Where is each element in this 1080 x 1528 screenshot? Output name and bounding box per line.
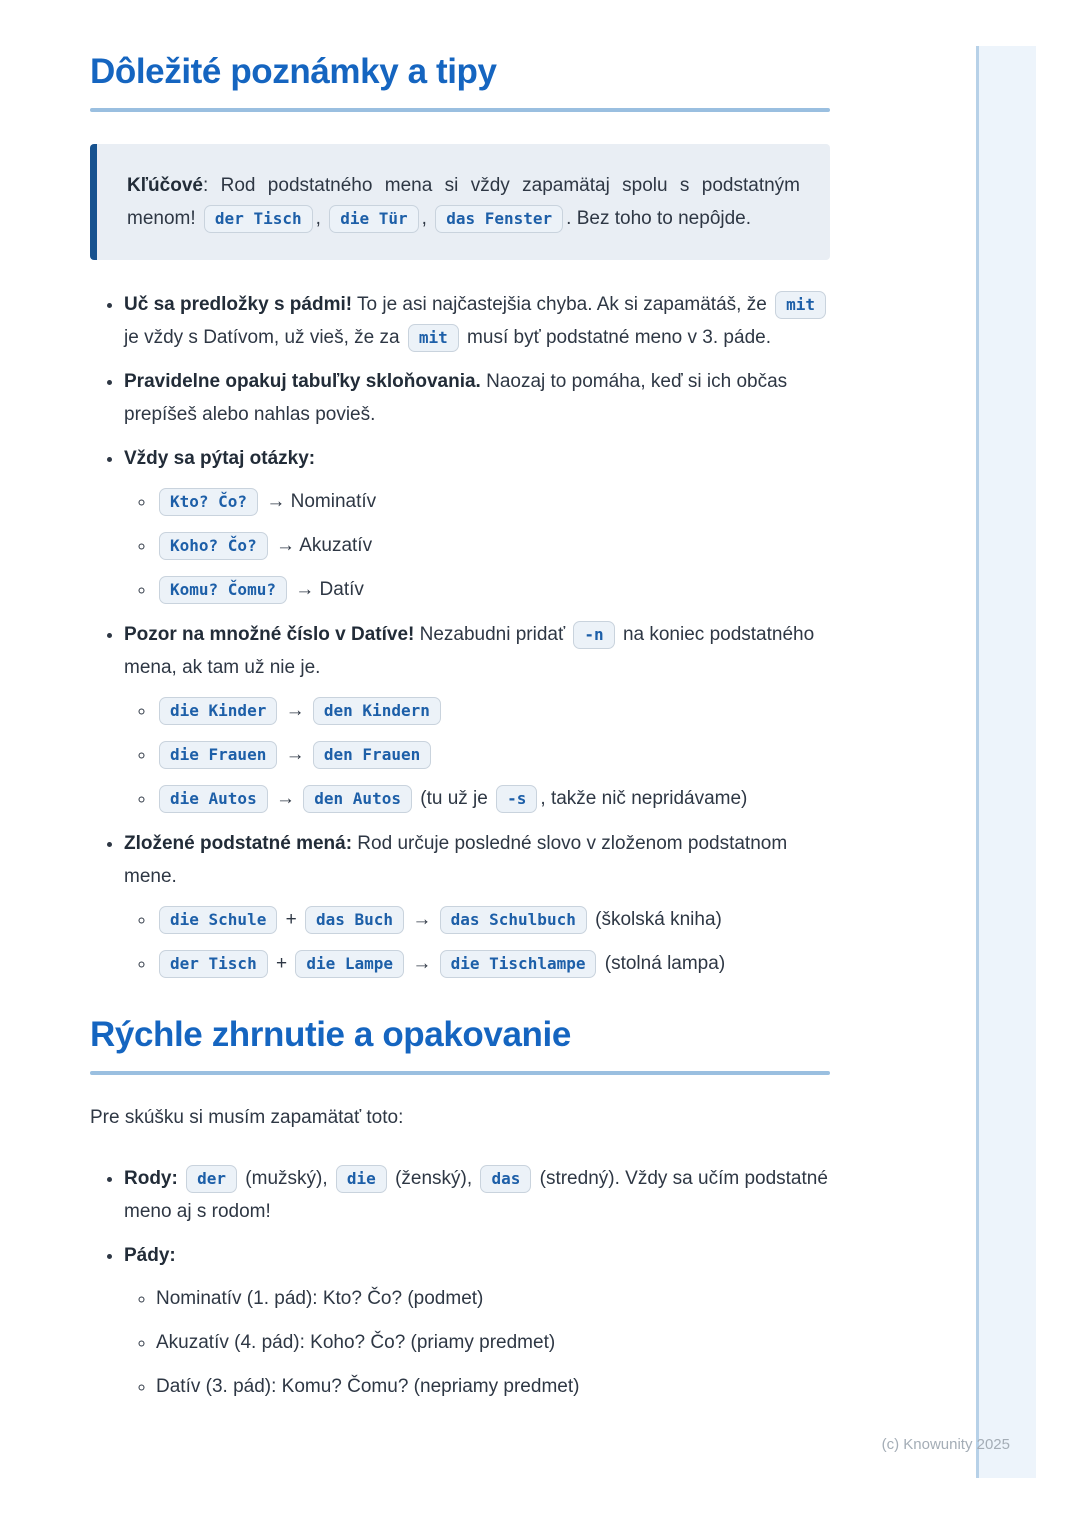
code-chip: der Tisch [204,205,313,233]
code-chip: Kto? Čo? [159,488,258,516]
code-chip: die Tischlampe [440,950,597,978]
arrow-text: → [270,788,301,809]
sub-text: Nominatív (1. pád): Kto? Čo? (podmet) [156,1288,484,1309]
code-chip: die Schule [159,906,277,934]
sub-item [156,528,830,563]
section1-title: Dôležité poznámky a tipy [90,52,497,91]
plus-text: + [270,953,293,974]
arrow-text: → [280,744,310,765]
bullet-text: Nezabudni pridať [414,624,571,645]
bullet-text: (stredný). Vždy sa učím podstatné meno aj s rodom! [124,1168,828,1222]
sub-text: (školská kniha) [589,909,722,930]
sub-item [156,737,830,772]
callout-text: . Bez toho to nepôjde. [566,208,752,229]
sub-text: , takže nič nepridávame) [540,788,748,809]
callout-keyword: Kľúčové [127,175,203,196]
sub-text: → Datív [289,579,364,600]
sub-item [156,902,830,937]
bullet-text [178,1168,183,1189]
sub-text: Akuzatív (4. pád): Koho? Čo? (priamy predmet) [156,1332,556,1353]
code-chip: das Schulbuch [440,906,587,934]
section2-title-underline [90,1071,830,1075]
code-chip: die Tür [329,205,418,233]
sub-item [156,946,830,981]
code-chip: die Autos [159,785,268,813]
bullet-text: (ženský), [389,1168,478,1189]
section2-title: Rýchle zhrnutie a opakovanie [90,1015,571,1054]
code-chip: den Kindern [313,697,441,725]
questions-sublist [124,484,830,607]
bullet-lead: Uč sa predložky s pádmi! [124,294,353,315]
list-item [124,365,830,431]
code-chip: Komu? Čomu? [159,576,287,604]
content-column [90,0,830,1415]
plus-text: + [280,909,302,930]
callout-text: : Rod podstatného mena si vždy zapamätaj spolu s podstatným menom! [127,175,800,229]
code-chip: die Lampe [295,950,404,978]
arrow-text: → [407,909,437,930]
dative-plural-sublist [124,693,830,816]
bullet-text: Rod určuje posledné slovo v zloženom podstatnom mene. [124,833,788,887]
list-item [124,618,830,816]
summary-intro: Pre skúšku si musím zapamätať toto: [90,1107,404,1128]
bullet-lead: Rody: [124,1168,178,1189]
bullet-text: musí byť podstatné meno v 3. páde. [461,327,771,348]
list-item [124,1162,830,1228]
bullet-lead: Zložené podstatné mená: [124,833,353,854]
arrow-text: → [407,953,437,974]
code-chip: den Frauen [313,741,431,769]
sub-item [156,484,830,519]
sub-text: (tu už je [414,788,494,809]
copyright-note: (c) Knowunity 2025 [881,1436,1010,1453]
cases-sublist [124,1281,830,1404]
code-chip: der [186,1165,237,1193]
code-chip: die [336,1165,387,1193]
bullet-lead: Vždy sa pýtaj otázky: [124,448,316,469]
arrow-text: → [280,700,310,721]
code-chip: die Kinder [159,697,277,725]
code-chip: mit [775,291,826,319]
sub-item [156,1281,830,1316]
code-chip: das [480,1165,531,1193]
sub-text: → Nominatív [261,491,377,512]
list-item [124,1239,830,1404]
code-chip: -n [573,621,614,649]
bullet-lead: Pravidelne opakuj tabuľky skloňovania. [124,371,481,392]
code-chip: mit [408,324,459,352]
bullet-text: je vždy s Datívom, už vieš, že za [124,327,405,348]
bullet-text: To je asi najčastejšia chyba. Ak si zapamätáš, že [352,294,773,315]
summary-list [90,1162,830,1404]
list-item [124,442,830,607]
list-item [124,827,830,981]
bullet-lead: Pozor na množné číslo v Datíve! [124,624,415,645]
callout-paragraph [127,169,800,235]
code-chip: das Buch [305,906,404,934]
callout-separator: , [315,208,327,229]
sub-item [156,693,830,728]
code-chip: -s [496,785,537,813]
compound-nouns-sublist [124,902,830,981]
bullet-text: (mužský), [240,1168,333,1189]
code-chip: den Autos [303,785,412,813]
sub-item [156,781,830,816]
sub-item [156,1325,830,1360]
sub-text: Datív (3. pád): Komu? Čomu? (nepriamy predmet) [156,1376,580,1397]
bullet-lead: Pády: [124,1245,176,1266]
key-note-callout [90,144,830,260]
bullet-text: Naozaj to pomáha, keď si ich občas prepíšeš alebo nahlas povieš. [124,371,788,425]
sub-item [156,1369,830,1404]
sub-text: (stolná lampa) [599,953,726,974]
code-chip: das Fenster [435,205,563,233]
code-chip: der Tisch [159,950,268,978]
sub-text: → Akuzatív [270,535,373,556]
right-margin-strip [976,46,1036,1478]
code-chip: Koho? Čo? [159,532,268,560]
callout-separator: , [421,208,433,229]
bullet-text: na koniec podstatného mena, ak tam už nie je. [124,624,815,678]
section1-title-underline [90,108,830,112]
code-chip: die Frauen [159,741,277,769]
list-item [124,288,830,354]
tips-list [90,288,830,981]
sub-item [156,572,830,607]
